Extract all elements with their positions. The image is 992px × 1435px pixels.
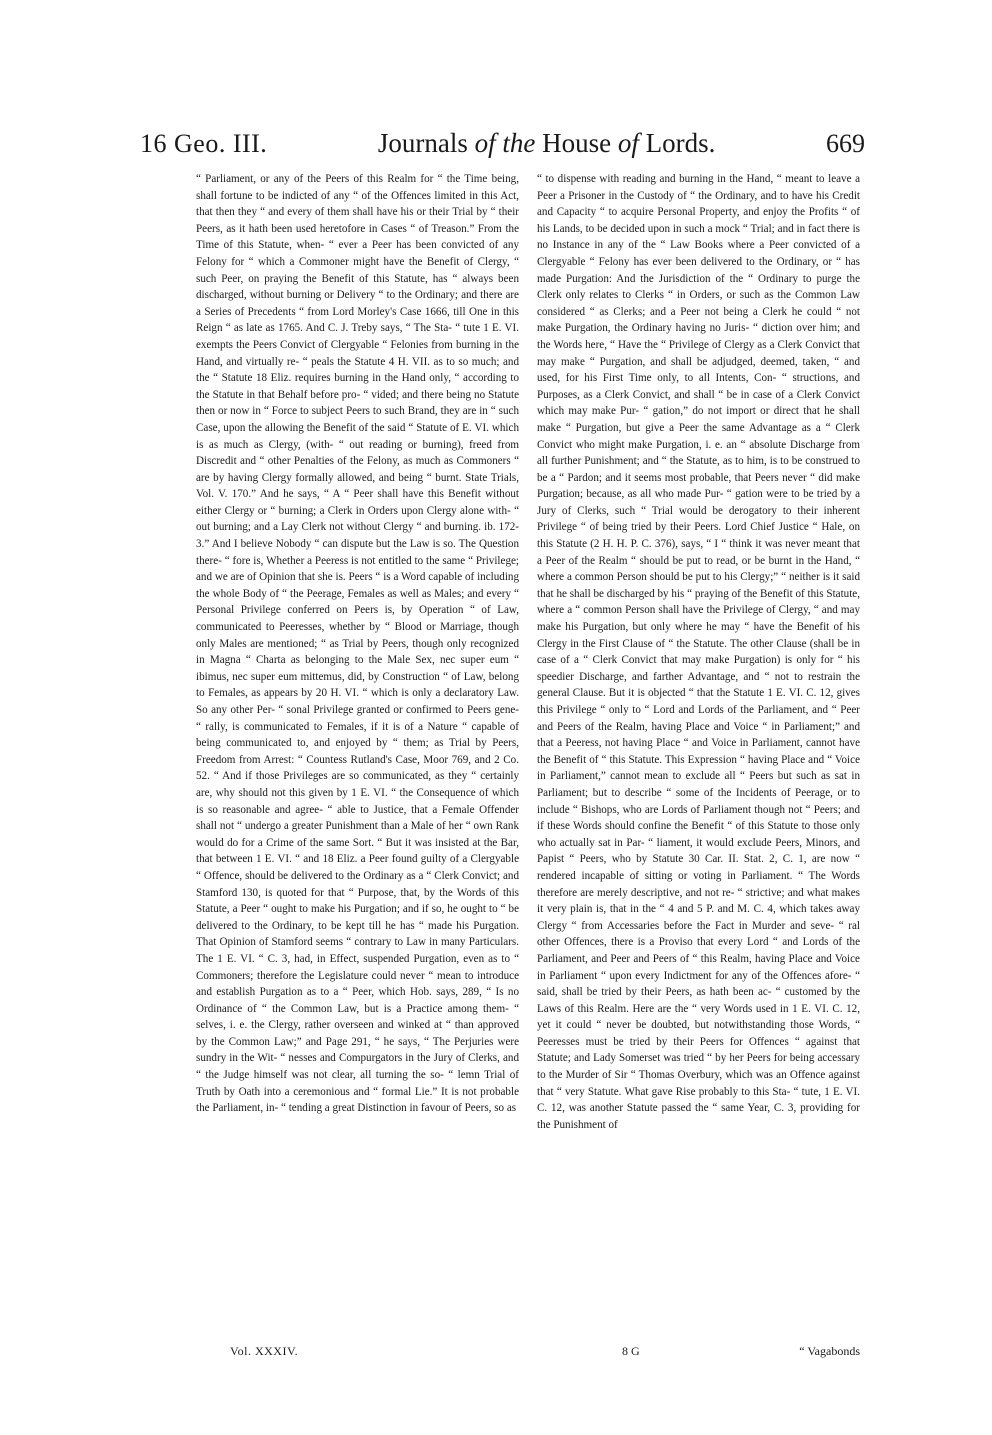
regnal-year: 16 Geo. III. [140,129,268,158]
page-number: 669 [825,129,865,158]
right-column-text: “ to dispense with reading and burning in the Hand, “ meant to leave a Peer a Prisoner in the Custody of “ the Ordinary, and to have his Credit and Capacity “ to acquire Personal Property, and enjoy the Profits “ of his Lands, to be decided upon in such a mock “ Trial; and in fact there is no Instance in any of the “ Law Books where a Peer convicted of a Clergyable “ Felony has ever been delivered to the Ordinary, or “ has made Purgation: And the Jurisdiction of the “ Ordinary to purge the Clerk only relates to Clerks “ in Orders, or such as the Common Law considered “ as Clerks; and a Peer not being a Clerk he could “ not make Purgation, the Ordinary having no Juris- “ diction over him; and the Words here, “ Have the “ Privilege of Clergy as a Clerk Convict that may make “ Purgation, and shall be adjudged, deemed, taken, “ and used, for his First Time only, to all Intents, Con- “ structions, and Purposes, as a Clerk Convict, and shall “ be in case of a Clerk Convict which may make Pur- “ gation,” do not import or direct that he shall make “ Purgation, but give a Peer the same Advantage as a “ Clerk Convict who might make Purgation, i. e. an “ absolute Discharge from all further Punishment; and “ the Statute, as to him, is to be construed to be a “ Pardon; and it seems most probable, that Peers never “ did make Purgation; because, as all who made Pur- “ gation were to be tried by a Jury of Clerks, such “ Trial would be derogatory to their inherent Privilege “ of being tried by their Peers. Lord Chief Justice “ Hale, on this Statute (2 H. H. P. C. 376), says, “ I “ think it was never meant that a Peer of the Realm “ should be put to read, or be burnt in the Hand, “ where a common Person should be put to his Clergy;” “ neither is it said that he shall be discharged by his “ praying of the Benefit of this Statute, where a “ common Person shall have the Privilege of Clergy, “ and may make his Purgation, but only where he may “ have the Benefit of his Clergy in the First Clause of “ the Statute. The other Clause (shall be in case of a “ Clerk Convict that may make Purgation) is only for “ his speedier Discharge, and farther Advantage, and “ not to restrain the general Clause. But it is objected “ that the Statute 1 E. VI. C. 12, gives this Privilege “ only to “ Lord and Lords of the Parliament, and “ Peer and Peers of the Realm, having Place and Voice “ in Parliament;” and that a Peeress, not having Place “ and Voice in Parliament, cannot have the Benefit of “ this Statute. This Expression “ having Place and “ Voice in Parliament,” cannot mean to exclude all “ Peers but such as sat in Parliament; but to describe “ some of the Incidents of Peerage, or to include “ Bishops, who are Lords of Parliament though not “ Peers; and if these Words should confine the Benefit “ of this Statute to those only who actually sat in Par- “ liament, it would exclude Peers, Minors, and Papist “ Peers, who by Statute 30 Car. II. Stat. 2, C. 1, are now “ rendered incapable of sitting or voting in Parliament. “ The Words therefore are merely descriptive, and not re- “ strictive; and what makes it very plain is, that in the “ 4 and 5 P. and M. C. 4, which takes away Clergy “ from Accessaries before the Fact in Murder and seve- “ ral other Offences, there is a Proviso that every Lord “ and Lords of the Parliament, and Peer and Peers of “ this Realm, having Place and Voice in Parliament “ upon every Indictment for any of the Offences afore- “ said, shall be tried by their Peers, as hath been ac- “ customed by the Laws of this Realm. Here are the “ very Words used in 1 E. VI. C. 12, yet it could “ never be doubted, but notwithstanding those Words, “ Peeresses must be tried by their Peers for Offences “ against that Statute; and Lady Somerset was tried “ by her Peers for being accessary to the Murder of Sir “ Thomas Overbury, which was an Offence against that “ very Statute. What gave Rise probably to this Sta- “ tute, 1 E. VI. C. 12, was another Statute passed the “ same Year, C. 3, providing for the Punishment of [537,173,860,1131]
title-part: Journals [377,128,468,158]
page-footer [196,1344,860,1364]
text-columns [196,171,860,1361]
title-part: of [617,128,639,158]
title-part: of [467,128,503,158]
left-column [196,171,519,1361]
title-part: the [502,128,536,158]
title-part: Lords. [638,128,716,158]
running-header [140,128,865,168]
journal-title [378,128,716,159]
right-column [537,171,860,1361]
catchword: “ Vagabonds [799,1344,860,1358]
title-part: House [535,128,618,158]
volume-label: Vol. XXXIV. [230,1344,299,1358]
left-column-text: “ Parliament, or any of the Peers of this Realm for “ the Time being, shall fortune to be indicted of any “ of the Offences limited in this Act, that then they “ and every of them shall have his or their Trial by “ their Peers, as it hath been used heretofore in Cases “ of Treason.” From the Time of this Statute, when- “ ever a Peer has been convicted of any Felony for “ which a Commoner might have the Benefit of Clergy, “ such Peer, on praying the Benefit of this Statute, has “ always been discharged, without burning or Delivery “ to the Ordinary; and there are a Series of Precedents “ from Lord Morley's Case 1666, till One in this Reign “ as late as 1765. And C. J. Treby says, “ The Sta- “ tute 1 E. VI. exempts the Peers Convict of Clergyable “ Felonies from burning in the Hand, and virtually re- “ peals the Statute 4 H. VII. as to so much; and the “ Statute 18 Eliz. requires burning in the Hand only, “ according to the Statute in that Behalf before pro- “ vided; and there being no Statute then or now in “ Force to subject Peers to such Brand, they are in “ such Case, upon the allowing the Benefit of the said “ Statute of E. VI. which is as much as Clergy, (with- “ out reading or burning), freed from Discredit and “ other Penalties of the Felony, as much as Commoners “ are by having Clergy formally allowed, and being “ burnt. State Trials, Vol. V. 170.” And he says, “ A “ Peer shall have this Benefit without either Clergy or “ burning; a Clerk in Orders upon Clergy alone with- “ out burning; and a Lay Clerk not without Clergy “ and burning. ib. 172-3.” And I believe Nobody “ can dispute but the Law is so. The Question there- “ fore is, Whether a Peeress is not entitled to the same “ Privilege; and we are of Opinion that she is. Peers “ is a Word capable of including the whole Body of “ the Peerage, Females as well as Males; and every “ Personal Privilege conferred on Peers is, by Operation “ of Law, communicated to Peeresses, whether by “ Blood or Marriage, though only Males are mentioned; “ as Trial by Peers, though only recognized in Magna “ Charta as belonging to the Male Sex, nec super eum “ ibimus, nec super eum mittemus, did, by Construction “ of Law, belong to Females, as appears by 20 H. VI. “ which is only a declaratory Law. So any other Per- “ sonal Privilege granted or confirmed to Peers gene- “ rally, is communicated to Females, if it is of a Nature “ capable of being communicated to, and enjoyed by “ them; as Trial by Peers, Freedom from Arrest: “ Countess Rutland's Case, Moor 769, and 2 Co. 52. “ And if those Privileges are so communicated, as they “ certainly are, why should not this given by 1 E. VI. “ the Consequence of which is so reasonable and agree- “ able to Justice, that a Female Offender shall not “ undergo a greater Punishment than a Male of her “ own Rank would do for a Crime of the same Sort. “ But it was insisted at the Bar, that between 1 E. VI. “ and 18 Eliz. a Peer found guilty of a Clergyable “ Offence, should be delivered to the Ordinary as a “ Clerk Convict; and Stamford 130, is quoted for that “ Purpose, that, by the Words of this Statute, a Peer “ ought to make his Purgation; and if so, he ought to “ be delivered to the Ordinary, to be kept till he has “ made his Purgation. That Opinion of Stamford seems “ contrary to Law in many Particulars. The 1 E. VI. “ C. 3, had, in Effect, suspended Purgation, even as to “ Commoners; therefore the Legislature could never “ mean to introduce and establish Purgation as to a “ Peer, which Hob. says, 289, “ Is no Ordinance of “ the Common Law, but is a Practice among them- “ selves, i. e. the Clergy, rather overseen and winked at “ than approved by the Common Law;” and Page 291, “ he says, “ The Perjuries were sundry in the Wit- “ nesses and Compurgators in the Jury of Clerks, and “ the Judge himself was not clear, all turning the so- “ lemn Trial of Truth by Oath into a ceremonious and “ formal Lie.” It is not probable the Parliament, in- “ tending a great Distinction in favour of Peers, so as [196,173,519,1115]
signature-mark: 8 G [622,1344,640,1358]
